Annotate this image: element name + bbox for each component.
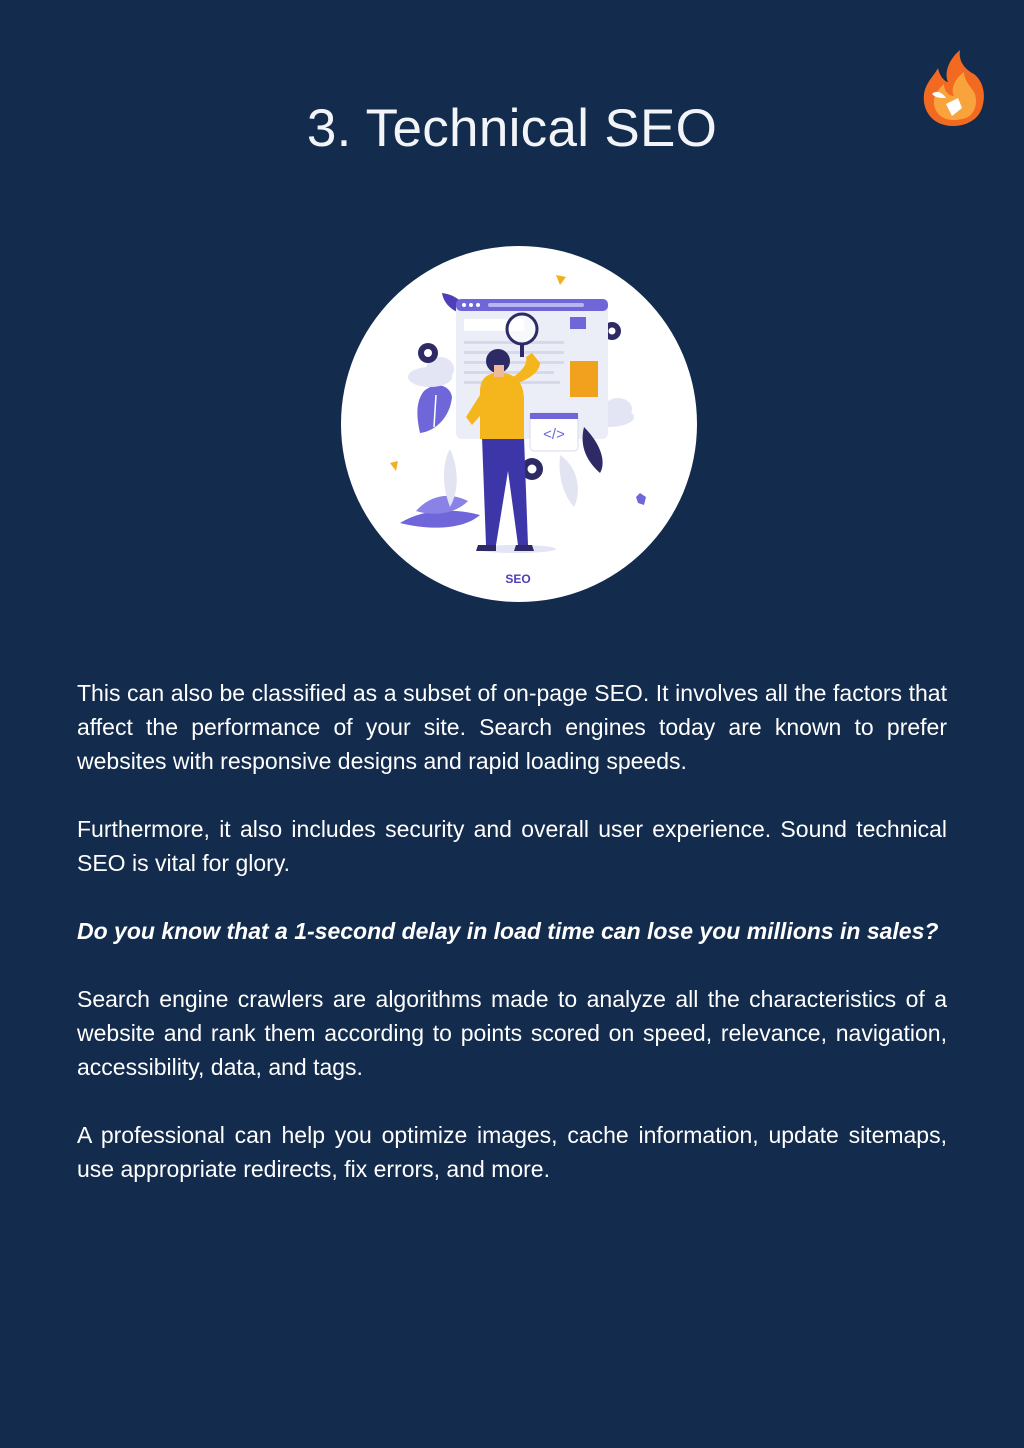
code-symbol: </> [543,426,565,443]
illustration-caption: SEO [505,572,531,586]
highlight-question: Do you know that a 1-second delay in load time can lose you millions in sales? [77,918,939,944]
paragraph-professional: A professional can help you optimize images, cache information, update sitemaps, use appropriate redirects, fix errors, and more. [77,1122,947,1182]
seo-analyst-illustration [340,245,698,603]
paragraph-security: Furthermore, it also includes security and overall user experience. Sound technical SEO is vital for glory. [77,816,947,876]
body-text [77,676,947,1220]
page-title: 3. Technical SEO [306,99,718,158]
paragraph-crawlers: Search engine crawlers are algorithms made to analyze all the characteristics of a website and rank them according to points scored on speed, relevance, navigation, accessibility, data, and tags. [77,986,947,1080]
paragraph-intro: This can also be classified as a subset of on-page SEO. It involves all the factors that affect the performance of your site. Search engines today are known to prefer websites with responsive designs and rapid loading speeds. [77,680,947,774]
